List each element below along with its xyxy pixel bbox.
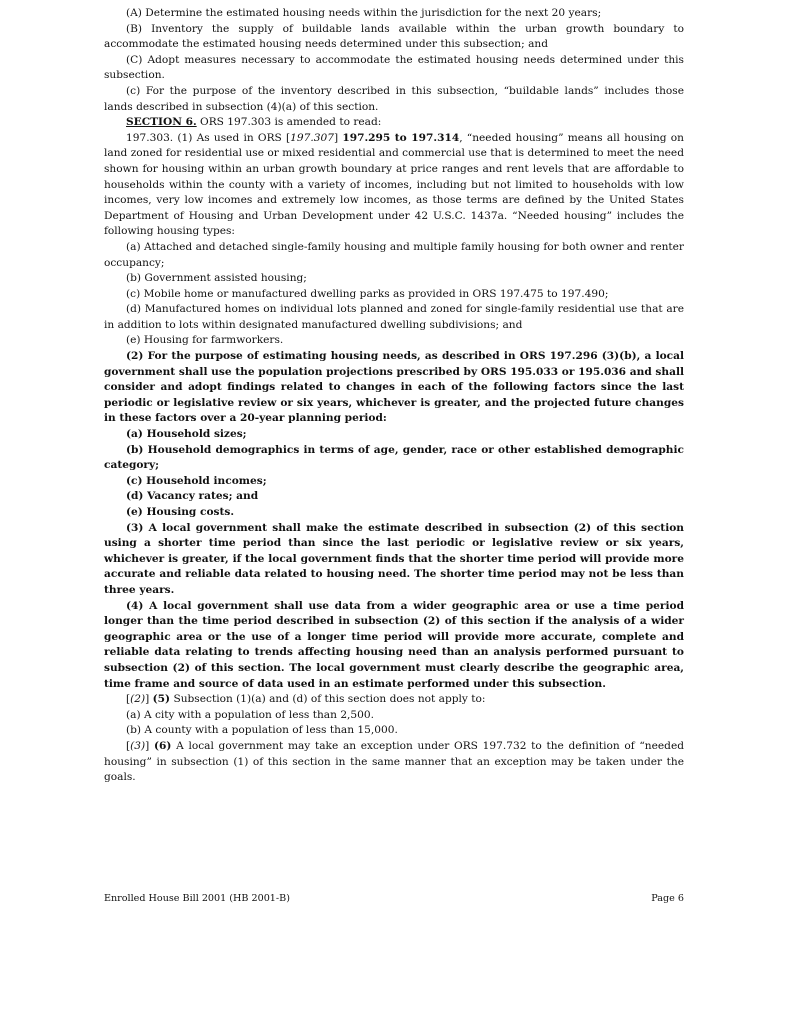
- paragraph-2d: (d) Vacancy rates; and: [126, 490, 259, 503]
- paragraph-5: [(2)] (5) Subsection (1)(a) and (d) of this section does not apply to:: [126, 693, 486, 706]
- paragraph-4: (4) A local government shall use data from a wider geographic area or use a time period longer than the time period described in subsection (2) of this section if the analysis of a wider geographic area or the use of a longer time period will provide more accurate, complete and reliable data relating to trends affecting housing need than an analysis performed pursuant to subsection (2) of this section. The local government must clearly describe the geographic area, time frame and source of data used in an estimate performed under this subsection.: [104, 599, 684, 690]
- paragraph-A: (A) Determine the estimated housing needs within the jurisdiction for the next 20 years;: [126, 7, 602, 19]
- paragraph-C: (C) Adopt measures necessary to accommodate the estimated housing needs determined under this subsection.: [104, 53, 684, 82]
- paragraph-c-mobile: (c) Mobile home or manufactured dwelling parks as provided in ORS 197.475 to 197.490;: [126, 287, 609, 300]
- paragraph-2e: (e) Housing costs.: [126, 506, 235, 518]
- paragraph-5b: (b) A county with a population of less than 15,000.: [126, 724, 398, 737]
- footer-bill-name: Enrolled House Bill 2001 (HB 2001-B): [104, 893, 290, 904]
- paragraph-e-farmworkers: (e) Housing for farmworkers.: [126, 334, 284, 347]
- paragraph-b-government: (b) Government assisted housing;: [126, 272, 307, 285]
- paragraph-2c: (c) Household incomes;: [126, 474, 267, 487]
- page-footer: [104, 893, 684, 904]
- paragraph-6: [(3)] (6) A local government may take an exception under ORS 197.732 to the definition of “needed housing” in subsection (1) of this section in the same manner that an exception may be taken under the goals.: [104, 739, 684, 784]
- paragraph-a-attached: (a) Attached and detached single-family housing and multiple family housing for both owner and renter occupancy;: [104, 240, 684, 269]
- section-heading: SECTION 6. ORS 197.303 is amended to read:: [126, 116, 382, 129]
- paragraph-B: (B) Inventory the supply of buildable lands available within the urban growth boundary to accommodate the estimated housing needs determined under this subsection; and: [104, 22, 684, 51]
- footer-page-number: Page 6: [651, 893, 684, 904]
- paragraph-2-estimating: (2) For the purpose of estimating housing needs, as described in ORS 197.296 (3)(b), a local government shall use the population projections prescribed by ORS 195.033 or 195.036 and shall consider and adopt findings related to changes in each of the following factors since the last periodic or legislative review or six years, whichever is greater, and the projected future changes in these factors over a 20-year planning period:: [104, 350, 684, 425]
- paragraph-d-manufactured: (d) Manufactured homes on individual lots planned and zoned for single-family residential use that are in addition to lots within designated manufactured dwelling subdivisions; and: [104, 303, 684, 331]
- paragraph-3: (3) A local government shall make the estimate described in subsection (2) of this section using a shorter time period than since the last periodic or legislative review or six years, whichever is greater, if the local government finds that the shorter time period will provide more accurate and reliable data related to housing need. The shorter time period may not be less than three years.: [104, 521, 684, 596]
- paragraph-2b: (b) Household demographics in terms of age, gender, race or other established demographic category;: [104, 443, 684, 472]
- paragraph-2a: (a) Household sizes;: [126, 428, 247, 441]
- paragraph-197-303: 197.303. (1) As used in ORS [197.307] 197.295 to 197.314, “needed housing” means all housing on land zoned for residential use or mixed residential and commercial use that is determined to meet the need shown for housing within an urban growth boundary at price ranges and rent levels that are affordable to households within the county with a variety of incomes, including but not limited to households with low incomes, very low incomes and extremely low incomes, as those terms are defined by the United States Department of Housing and Urban Development under 42 U.S.C. 1437a. “Needed housing” includes the following housing types:: [104, 131, 684, 238]
- document-body: [104, 6, 684, 786]
- paragraph-c-buildable-lands: (c) For the purpose of the inventory described in this subsection, “buildable lands” includes those lands described in subsection (4)(a) of this section.: [104, 84, 684, 113]
- paragraph-5a: (a) A city with a population of less than 2,500.: [126, 708, 375, 721]
